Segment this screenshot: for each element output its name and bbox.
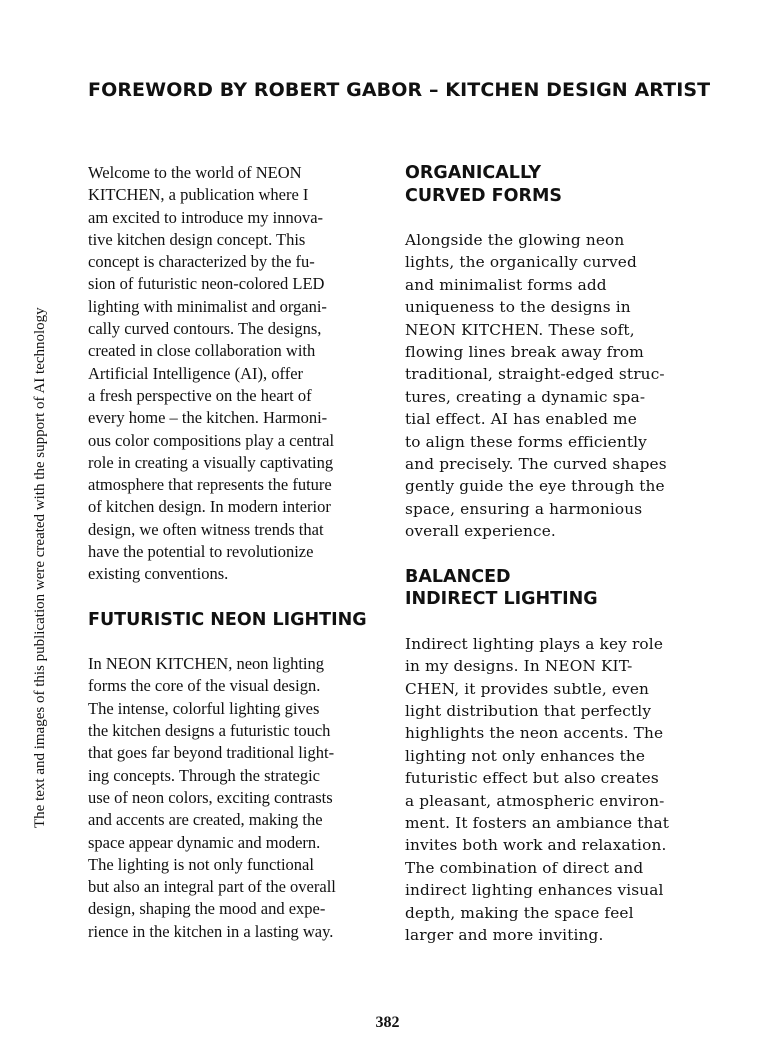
organically-curved-forms-paragraph	[405, 229, 695, 543]
text-line: a fresh perspective on the heart of	[88, 385, 312, 405]
text-line: CHEN, it provides subtle, even	[405, 679, 650, 698]
text-line: In NEON KITCHEN, neon lighting	[88, 654, 325, 674]
text-line: overall experience.	[405, 522, 556, 541]
text-line: tial effect. AI has enabled me	[405, 410, 637, 429]
text-line: ing concepts. Through the strategic	[88, 765, 321, 785]
text-line: Alongside the glowing neon	[405, 231, 625, 249]
text-line: concept is characterized by the fu-	[88, 252, 315, 272]
heading-line: INDIRECT LIGHTING	[405, 589, 598, 610]
text-line: traditional, straight-edged struc-	[405, 365, 665, 384]
text-line: tures, creating a dynamic spa-	[405, 387, 646, 406]
section-heading-balanced-indirect-lighting	[405, 566, 695, 611]
text-line: sion of futuristic neon-colored LED	[88, 274, 325, 294]
text-line: gently guide the eye through the	[405, 477, 665, 496]
section-heading-organically-curved-forms	[405, 162, 695, 207]
text-line: and minimalist forms add	[405, 275, 607, 294]
text-line: that goes far beyond traditional light-	[88, 743, 335, 763]
text-line: The intense, colorful lighting gives	[88, 698, 320, 718]
right-column	[405, 162, 695, 946]
text-line: a pleasant, atmospheric environ-	[405, 791, 665, 810]
text-line: lights, the organically curved	[405, 253, 637, 272]
text-line: design, we often witness trends that	[88, 519, 324, 539]
text-line: role in creating a visually captivating	[88, 452, 334, 472]
text-line: lighting not only enhances the	[405, 746, 646, 765]
text-line: cally curved contours. The designs,	[88, 319, 322, 339]
text-line: Indirect lighting plays a key role	[405, 634, 664, 653]
heading-line: ORGANICALLY	[405, 163, 542, 183]
text-line: KITCHEN, a publication where I	[88, 185, 309, 205]
text-line: but also an integral part of the overall	[88, 877, 336, 897]
balanced-indirect-lighting-paragraph	[405, 633, 695, 947]
heading-line: BALANCED	[405, 566, 511, 587]
text-line: flowing lines break away from	[405, 343, 644, 362]
text-line: highlights the neon accents. The	[405, 724, 664, 743]
text-line: am excited to introduce my innova-	[88, 207, 324, 227]
text-line: rience in the kitchen in a lasting way.	[88, 921, 334, 941]
text-line: uniqueness to the designs in	[405, 298, 631, 317]
text-line: invites both work and relaxation.	[405, 836, 667, 855]
text-line: ous color compositions play a central	[88, 430, 335, 450]
text-line: lighting with minimalist and organi-	[88, 296, 327, 316]
text-line: atmosphere that represents the future	[88, 475, 332, 495]
text-line: NEON KITCHEN. These soft,	[405, 320, 635, 339]
text-line: have the potential to revolutionize	[88, 542, 314, 562]
text-line: the kitchen designs a futuristic touch	[88, 721, 331, 741]
text-line: to align these forms efficiently	[405, 432, 647, 451]
intro-paragraph	[88, 162, 374, 586]
page-number: 382	[375, 1014, 400, 1031]
text-line: larger and more inviting.	[405, 925, 604, 944]
text-line: and precisely. The curved shapes	[405, 455, 667, 474]
heading-line: CURVED FORMS	[405, 185, 562, 206]
text-line: Welcome to the world of NEON	[88, 163, 302, 182]
text-line: in my designs. In NEON KIT-	[405, 657, 633, 676]
text-line: space appear dynamic and modern.	[88, 832, 321, 852]
text-line: of kitchen design. In modern interior	[88, 497, 331, 517]
futuristic-neon-lighting-paragraph	[88, 653, 374, 943]
text-line: indirect lighting enhances visual	[405, 881, 664, 900]
text-line: forms the core of the visual design.	[88, 676, 321, 696]
section-heading-futuristic-neon-lighting: FUTURISTIC NEON LIGHTING	[88, 609, 367, 630]
text-line: created in close collaboration with	[88, 341, 316, 361]
text-line: space, ensuring a harmonious	[405, 499, 643, 518]
text-line: The lighting is not only functional	[88, 854, 314, 874]
text-line: light distribution that perfectly	[405, 701, 652, 720]
side-note-ai-disclaimer: The text and images of this publication were created with the support of AI technology	[32, 307, 48, 828]
text-line: Artificial Intelligence (AI), offer	[88, 363, 304, 383]
text-line: tive kitchen design concept. This	[88, 229, 306, 249]
page-title: FOREWORD BY ROBERT GABOR – KITCHEN DESIGN ARTIST	[88, 79, 711, 101]
text-line: The combination of direct and	[405, 858, 644, 877]
text-line: use of neon colors, exciting contrasts	[88, 787, 333, 807]
left-column	[88, 162, 374, 943]
text-line: every home – the kitchen. Harmoni-	[88, 408, 328, 428]
text-line: futuristic effect but also creates	[405, 769, 659, 788]
text-line: ment. It fosters an ambiance that	[405, 813, 670, 832]
text-line: design, shaping the mood and expe-	[88, 899, 326, 919]
text-line: existing conventions.	[88, 564, 229, 584]
text-line: and accents are created, making the	[88, 810, 323, 830]
text-line: depth, making the space feel	[405, 903, 634, 922]
